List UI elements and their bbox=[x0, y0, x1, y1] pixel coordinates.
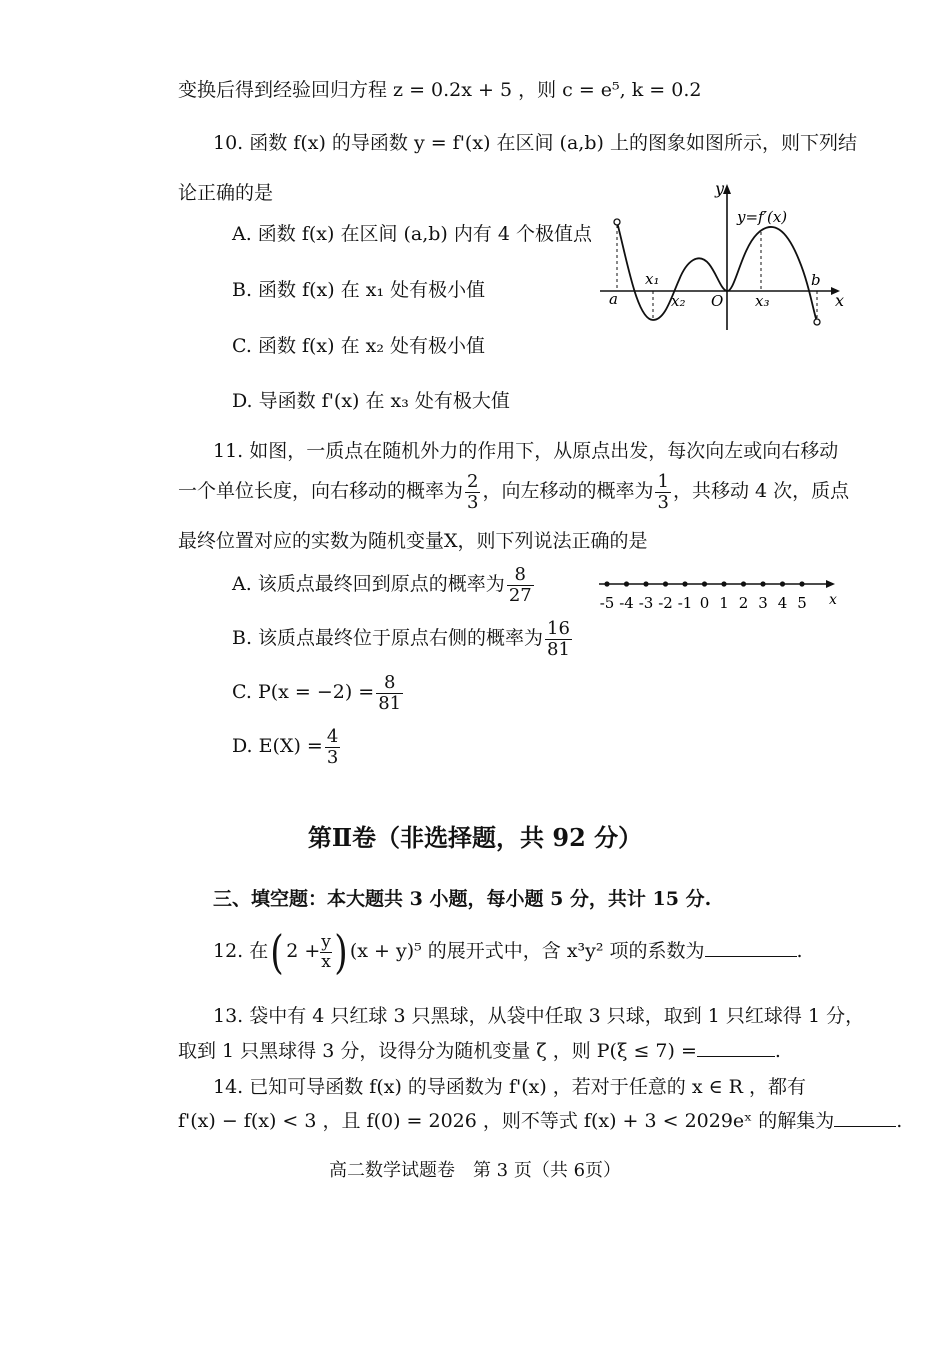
option-c-num: 8 bbox=[376, 673, 403, 694]
number-line-x-label: x bbox=[829, 592, 837, 608]
number-line-tick-label: 3 bbox=[758, 594, 768, 612]
q14-end: . bbox=[896, 1110, 903, 1132]
q12-answer-blank[interactable] bbox=[705, 938, 797, 957]
q12-frac-pre: 2 + bbox=[286, 940, 321, 962]
q11-p-left-fraction bbox=[655, 472, 670, 513]
number-line-tick-label: 0 bbox=[699, 594, 710, 612]
option-c-den: 81 bbox=[378, 692, 402, 714]
number-line-point bbox=[799, 581, 804, 586]
q11-stem-line3: 最终位置对应的实数为随机变量X，则下列说法正确的是 bbox=[178, 530, 648, 552]
number-line-point bbox=[604, 581, 609, 586]
q11-option-a-text: A. 该质点最终回到原点的概率为 bbox=[232, 573, 505, 595]
number-line-point bbox=[721, 581, 726, 586]
q11-stem-line2-c: ，共移动 4 次，质点 bbox=[672, 480, 850, 502]
number-line-point bbox=[663, 581, 668, 586]
number-line-tick-label: -1 bbox=[677, 594, 693, 612]
q14-answer-blank[interactable] bbox=[834, 1108, 896, 1127]
q12-frac-num: y bbox=[321, 931, 331, 952]
number-line-arrow bbox=[826, 580, 835, 588]
q10-derivative-graph bbox=[595, 180, 855, 340]
number-line-tick-label: 2 bbox=[738, 594, 749, 612]
q10-option-b: B. 函数 f(x) 在 x₁ 处有极小值 bbox=[232, 279, 486, 301]
q12-fraction bbox=[320, 933, 332, 972]
q11-stem-line2-b: ，向左移动的概率为 bbox=[482, 480, 654, 502]
q10-stem-line1: 10. 函数 f(x) 的导函数 y = f'(x) 在区间 (a,b) 上的图象如图所示，则下列结 bbox=[213, 132, 857, 154]
graph-y-label: y bbox=[715, 180, 725, 198]
y-axis-arrow bbox=[723, 184, 731, 194]
number-line-tick-label: 5 bbox=[797, 594, 807, 612]
q12-frac-den: x bbox=[321, 951, 331, 972]
number-line-point bbox=[741, 581, 746, 586]
q11-option-b bbox=[232, 614, 574, 662]
q11-stem-line2-a: 一个单位长度，向右移动的概率为 bbox=[178, 480, 464, 502]
q11-option-c-text: C. P(x = −2) = bbox=[232, 681, 375, 703]
q11-option-c-fraction bbox=[376, 673, 403, 714]
option-d-num: 4 bbox=[326, 725, 339, 747]
q11-option-a-fraction bbox=[507, 565, 534, 606]
p-right-num: 2 bbox=[467, 470, 479, 492]
option-d-den: 3 bbox=[326, 746, 339, 768]
q14-line2-text: f'(x) − f(x) < 3 ，且 f(0) = 2026 ，则不等式 f(x) + 3 < 2029eˣ 的解集为 bbox=[178, 1110, 835, 1132]
q13-answer-blank[interactable] bbox=[697, 1038, 775, 1057]
graph-curve-label: y=f′(x) bbox=[737, 208, 788, 226]
q11-option-a bbox=[232, 560, 536, 608]
q10-option-d: D. 导函数 f'(x) 在 x₃ 处有极大值 bbox=[232, 390, 510, 412]
number-line-tick-label: 1 bbox=[719, 594, 729, 612]
q11-option-b-fraction bbox=[545, 619, 572, 660]
q14-line2 bbox=[178, 1108, 902, 1134]
q11-stem-line2 bbox=[178, 466, 849, 516]
option-b-den: 81 bbox=[547, 638, 570, 660]
option-b-num: 16 bbox=[547, 617, 570, 639]
number-line-point bbox=[702, 581, 707, 586]
q11-option-d-fraction bbox=[325, 727, 340, 768]
q11-option-d bbox=[232, 722, 342, 770]
q11-option-c bbox=[232, 668, 405, 716]
q12-end: . bbox=[796, 940, 803, 962]
q12-right-paren: ) bbox=[334, 925, 348, 979]
number-line-point bbox=[643, 581, 648, 586]
number-line-tick-label: -3 bbox=[638, 594, 654, 612]
p-left-den: 3 bbox=[657, 491, 669, 513]
q10-option-a: A. 函数 f(x) 在区间 (a,b) 内有 4 个极值点 bbox=[232, 223, 593, 245]
q13-line2 bbox=[178, 1038, 781, 1064]
option-a-den: 27 bbox=[508, 584, 532, 606]
q10-stem-line2: 论正确的是 bbox=[178, 182, 274, 204]
part3-heading: 三、填空题：本大题共 3 小题，每小题 5 分，共计 15 分. bbox=[213, 888, 712, 910]
q10-option-c: C. 函数 f(x) 在 x₂ 处有极小值 bbox=[232, 335, 486, 357]
number-line-tick-label: -4 bbox=[619, 594, 634, 612]
page-footer: 高二数学试题卷 第 3 页（共 6页） bbox=[328, 1160, 622, 1181]
graph-b-label: b bbox=[811, 271, 821, 289]
q13-line1: 13. 袋中有 4 只红球 3 只黑球，从袋中任取 3 只球，取到 1 只红球得 1 分， bbox=[213, 1005, 865, 1027]
p-right-den: 3 bbox=[467, 491, 479, 513]
q11-p-right-fraction bbox=[465, 472, 480, 513]
endpoint-a-marker bbox=[614, 219, 620, 225]
q12-suffix: (x + y)⁵ 的展开式中，含 x³y² 项的系数为 bbox=[349, 940, 705, 962]
graph-origin-label: O bbox=[711, 292, 724, 310]
q13-end: . bbox=[774, 1040, 781, 1062]
q11-option-b-text: B. 该质点最终位于原点右侧的概率为 bbox=[232, 627, 544, 649]
p-left-num: 1 bbox=[657, 470, 669, 492]
graph-x-label: x bbox=[835, 291, 845, 310]
q14-line1: 14. 已知可导函数 f(x) 的导函数为 f'(x) ，若对于任意的 x ∈ R ，都有 bbox=[213, 1076, 807, 1098]
graph-x1-label: x₁ bbox=[645, 270, 660, 288]
number-line-point bbox=[624, 581, 629, 586]
section2-title: 第Ⅱ卷（非选择题，共 92 分） bbox=[307, 823, 643, 852]
q12-prefix: 12. 在 bbox=[213, 940, 269, 962]
number-line-point bbox=[780, 581, 785, 586]
q12-line bbox=[213, 925, 803, 979]
number-line-point bbox=[760, 581, 765, 586]
number-line-point bbox=[682, 581, 687, 586]
number-line-tick-label: 4 bbox=[777, 594, 788, 612]
q9-tail-text: 变换后得到经验回归方程 z = 0.2x + 5 ，则 c = e⁵, k = 0.2 bbox=[178, 79, 702, 101]
q11-number-line bbox=[595, 572, 845, 618]
number-line-tick-label: -5 bbox=[599, 594, 615, 612]
number-line-tick-label: -2 bbox=[658, 594, 673, 612]
endpoint-b-marker bbox=[814, 319, 820, 325]
q11-option-d-text: D. E(X) = bbox=[232, 735, 323, 757]
graph-a-label: a bbox=[609, 290, 618, 308]
q13-line2-text: 取到 1 只黑球得 3 分，设得分为随机变量 ζ ，则 P(ξ ≤ 7) = bbox=[178, 1040, 697, 1062]
q11-stem-line1: 11. 如图，一质点在随机外力的作用下，从原点出发，每次向左或向右移动 bbox=[213, 440, 839, 462]
option-a-num: 8 bbox=[507, 565, 534, 586]
q12-left-paren: ( bbox=[270, 925, 284, 979]
graph-x3-label: x₃ bbox=[755, 292, 770, 310]
graph-x2-label: x₂ bbox=[671, 292, 686, 310]
